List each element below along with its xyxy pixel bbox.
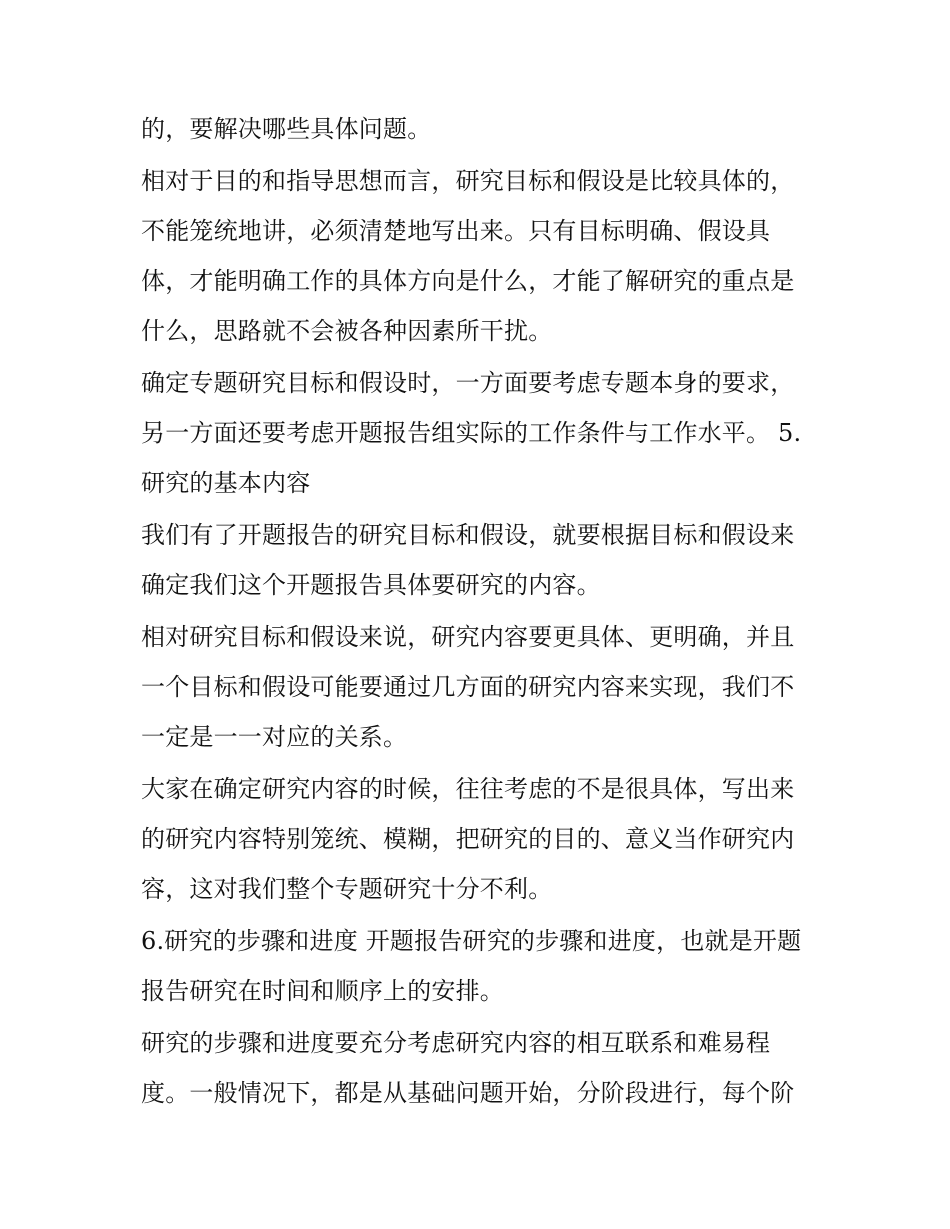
text-line: 大家在确定研究内容的时候，往往考虑的不是很具体，写出来	[141, 775, 795, 803]
text-line: 另一方面还要考虑开题报告组实际的工作条件与工作水平。 5.	[141, 419, 802, 447]
section-heading: 6.研究的步骤和进度 开题报告研究的步骤和进度，也就是开题	[141, 927, 802, 955]
text-line: 确定我们这个开题报告具体要研究的内容。	[141, 571, 601, 599]
text-line: 度。一般情况下，都是从基础问题开始，分阶段进行，每个阶	[141, 1079, 795, 1107]
text-line: 我们有了开题报告的研究目标和假设，就要根据目标和假设来	[141, 521, 795, 549]
text-line: 什么，思路就不会被各种因素所干扰。	[141, 317, 553, 345]
text-line: 的，要解决哪些具体问题。	[141, 115, 432, 143]
text-line: 体，才能明确工作的具体方向是什么，才能了解研究的重点是	[141, 267, 795, 295]
text-line: 容，这对我们整个专题研究十分不利。	[141, 875, 553, 903]
text-line: 确定专题研究目标和假设时，一方面要考虑专题本身的要求，	[141, 369, 795, 397]
text-line: 不能笼统地讲，必须清楚地写出来。只有目标明确、假设具	[141, 217, 771, 245]
section-heading: 研究的基本内容	[141, 469, 311, 497]
text-line: 研究的步骤和进度要充分考虑研究内容的相互联系和难易程	[141, 1029, 771, 1057]
text-line: 一个目标和假设可能要通过几方面的研究内容来实现，我们不	[141, 673, 795, 701]
text-line: 的研究内容特别笼统、模糊，把研究的目的、意义当作研究内	[141, 825, 795, 853]
text-line: 相对研究目标和假设来说，研究内容要更具体、更明确，并且	[141, 623, 795, 651]
text-line: 一定是一一对应的关系。	[141, 723, 408, 751]
text-line: 报告研究在时间和顺序上的安排。	[141, 977, 504, 1005]
text-line: 相对于目的和指导思想而言，研究目标和假设是比较具体的，	[141, 167, 795, 195]
